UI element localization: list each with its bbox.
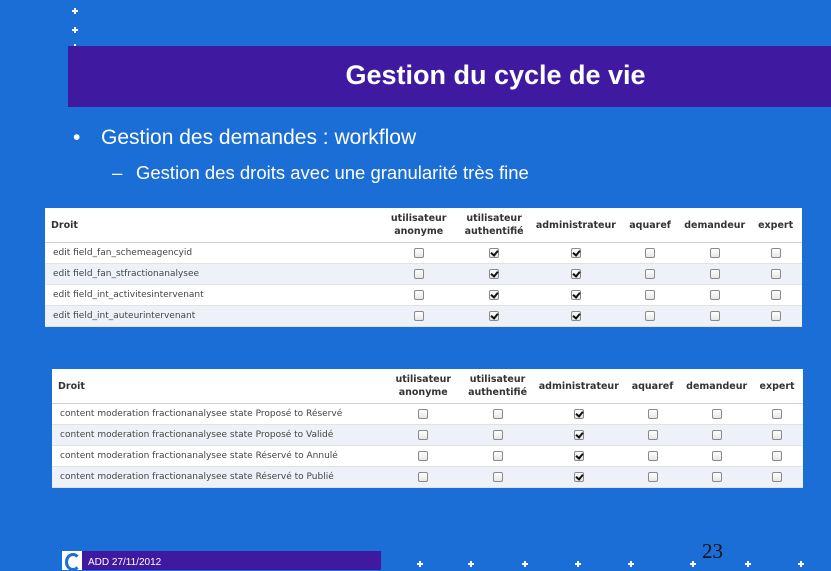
permission-checkbox[interactable] bbox=[574, 430, 584, 440]
permission-cell bbox=[749, 243, 802, 264]
column-header-role: utilisateur anonyme bbox=[386, 369, 460, 404]
permission-cell bbox=[386, 425, 460, 446]
permission-checkbox[interactable] bbox=[772, 451, 782, 461]
decorative-star-icon bbox=[745, 561, 751, 567]
permission-checkbox[interactable] bbox=[414, 290, 424, 300]
permission-cell bbox=[386, 446, 460, 467]
permission-cell bbox=[381, 285, 456, 306]
table-row bbox=[45, 306, 802, 327]
organization-logo-icon bbox=[62, 551, 82, 570]
permission-checkbox[interactable] bbox=[493, 472, 503, 482]
permission-checkbox[interactable] bbox=[771, 290, 781, 300]
permission-checkbox[interactable] bbox=[648, 451, 658, 461]
permission-checkbox[interactable] bbox=[772, 430, 782, 440]
permission-checkbox[interactable] bbox=[712, 430, 722, 440]
permission-checkbox[interactable] bbox=[645, 269, 655, 279]
permission-cell bbox=[682, 467, 751, 488]
bullet-marker: • bbox=[73, 126, 81, 149]
permission-checkbox[interactable] bbox=[493, 451, 503, 461]
page-number: 23 bbox=[702, 539, 723, 563]
permission-checkbox[interactable] bbox=[574, 472, 584, 482]
permission-cell bbox=[381, 243, 456, 264]
permission-checkbox[interactable] bbox=[710, 248, 720, 258]
column-header-role: demandeur bbox=[680, 208, 749, 243]
permission-checkbox[interactable] bbox=[489, 290, 499, 300]
permission-checkbox[interactable] bbox=[418, 430, 428, 440]
bullet-level1 bbox=[73, 126, 416, 150]
permission-checkbox[interactable] bbox=[710, 290, 720, 300]
permission-cell bbox=[386, 404, 460, 425]
table-row bbox=[45, 264, 802, 285]
table-row bbox=[52, 425, 803, 446]
permissions-table-moderation bbox=[52, 369, 803, 488]
decorative-star-icon bbox=[522, 561, 528, 567]
permission-cell bbox=[456, 264, 531, 285]
decorative-star-icon bbox=[72, 27, 78, 33]
column-header-role: utilisateur authentifié bbox=[456, 208, 531, 243]
permission-cell bbox=[460, 467, 534, 488]
permission-cell bbox=[532, 243, 620, 264]
permission-label: content moderation fractionanalysee state Réservé to Publié bbox=[52, 467, 386, 488]
permission-checkbox[interactable] bbox=[571, 290, 581, 300]
permission-cell bbox=[460, 404, 534, 425]
permission-cell bbox=[535, 446, 623, 467]
permission-cell bbox=[532, 285, 620, 306]
table-row bbox=[52, 467, 803, 488]
permission-checkbox[interactable] bbox=[418, 451, 428, 461]
permission-checkbox[interactable] bbox=[648, 472, 658, 482]
decorative-star-icon bbox=[690, 561, 696, 567]
table-row bbox=[52, 446, 803, 467]
permission-checkbox[interactable] bbox=[571, 311, 581, 321]
permission-checkbox[interactable] bbox=[712, 409, 722, 419]
permission-cell bbox=[680, 243, 749, 264]
permission-label: content moderation fractionanalysee state Réservé to Annulé bbox=[52, 446, 386, 467]
permission-cell bbox=[751, 446, 803, 467]
permission-checkbox[interactable] bbox=[645, 311, 655, 321]
column-header-role: administrateur bbox=[532, 208, 620, 243]
column-header-role: administrateur bbox=[535, 369, 623, 404]
bullet-level2-text: Gestion des droits avec une granularité très fine bbox=[136, 162, 529, 183]
permission-cell bbox=[751, 404, 803, 425]
permission-checkbox[interactable] bbox=[489, 269, 499, 279]
permission-cell bbox=[680, 285, 749, 306]
permission-label: edit field_fan_stfractionanalysee bbox=[45, 264, 381, 285]
permission-cell bbox=[456, 306, 531, 327]
permission-checkbox[interactable] bbox=[571, 269, 581, 279]
permission-checkbox[interactable] bbox=[418, 472, 428, 482]
column-header-role: aquaref bbox=[620, 208, 680, 243]
column-header-droit: Droit bbox=[52, 369, 386, 404]
permission-label: edit field_int_auteurintervenant bbox=[45, 306, 381, 327]
permission-cell bbox=[680, 264, 749, 285]
table-row bbox=[52, 404, 803, 425]
permission-checkbox[interactable] bbox=[414, 248, 424, 258]
permission-cell bbox=[751, 467, 803, 488]
table-header-row bbox=[52, 369, 803, 404]
column-header-role: expert bbox=[751, 369, 803, 404]
table-header-row bbox=[45, 208, 802, 243]
permission-label: content moderation fractionanalysee state Proposé to Validé bbox=[52, 425, 386, 446]
permission-checkbox[interactable] bbox=[771, 269, 781, 279]
permission-cell bbox=[751, 425, 803, 446]
permission-cell bbox=[535, 404, 623, 425]
slide-title: Gestion du cycle de vie bbox=[345, 60, 646, 90]
permission-cell bbox=[749, 264, 802, 285]
permission-checkbox[interactable] bbox=[712, 451, 722, 461]
permission-label: content moderation fractionanalysee state Proposé to Réservé bbox=[52, 404, 386, 425]
permission-cell bbox=[532, 306, 620, 327]
permission-checkbox[interactable] bbox=[772, 409, 782, 419]
permission-checkbox[interactable] bbox=[772, 472, 782, 482]
decorative-star-icon bbox=[628, 561, 634, 567]
permission-cell bbox=[623, 404, 682, 425]
decorative-star-icon bbox=[417, 561, 423, 567]
bullet-marker: – bbox=[112, 162, 123, 183]
permission-checkbox[interactable] bbox=[414, 269, 424, 279]
permission-checkbox[interactable] bbox=[645, 248, 655, 258]
permission-cell bbox=[535, 425, 623, 446]
table-row bbox=[45, 243, 802, 264]
permission-cell bbox=[386, 467, 460, 488]
permission-checkbox[interactable] bbox=[414, 311, 424, 321]
decorative-star-icon bbox=[575, 561, 581, 567]
permission-cell bbox=[682, 446, 751, 467]
permission-checkbox[interactable] bbox=[493, 409, 503, 419]
column-header-role: utilisateur anonyme bbox=[381, 208, 456, 243]
column-header-droit: Droit bbox=[45, 208, 381, 243]
permission-cell bbox=[620, 264, 680, 285]
permission-cell bbox=[535, 467, 623, 488]
permission-cell bbox=[381, 264, 456, 285]
permission-cell bbox=[682, 404, 751, 425]
permission-cell bbox=[749, 306, 802, 327]
table-row bbox=[45, 285, 802, 306]
permission-checkbox[interactable] bbox=[493, 430, 503, 440]
decorative-star-icon bbox=[798, 561, 804, 567]
permission-cell bbox=[623, 425, 682, 446]
permission-cell bbox=[456, 243, 531, 264]
column-header-role: expert bbox=[749, 208, 802, 243]
decorative-star-icon bbox=[468, 561, 474, 567]
permission-checkbox[interactable] bbox=[645, 290, 655, 300]
decorative-star-icon bbox=[72, 8, 78, 14]
column-header-role: utilisateur authentifié bbox=[460, 369, 534, 404]
permission-cell bbox=[620, 243, 680, 264]
permission-checkbox[interactable] bbox=[771, 311, 781, 321]
footer-text: ADD 27/11/2012 bbox=[88, 557, 162, 568]
permission-cell bbox=[620, 306, 680, 327]
permissions-table-fields bbox=[45, 208, 802, 327]
permission-checkbox[interactable] bbox=[771, 248, 781, 258]
permission-cell bbox=[623, 467, 682, 488]
permission-label: edit field_fan_schemeagencyid bbox=[45, 243, 381, 264]
permission-checkbox[interactable] bbox=[574, 451, 584, 461]
permission-cell bbox=[460, 446, 534, 467]
permission-cell bbox=[456, 285, 531, 306]
permission-cell bbox=[460, 425, 534, 446]
permission-cell bbox=[620, 285, 680, 306]
permission-cell bbox=[682, 425, 751, 446]
permission-checkbox[interactable] bbox=[648, 430, 658, 440]
permission-checkbox[interactable] bbox=[418, 409, 428, 419]
permission-checkbox[interactable] bbox=[489, 248, 499, 258]
permission-label: edit field_int_activitesintervenant bbox=[45, 285, 381, 306]
permission-checkbox[interactable] bbox=[489, 311, 499, 321]
permission-checkbox[interactable] bbox=[648, 409, 658, 419]
permission-cell bbox=[532, 264, 620, 285]
column-header-role: demandeur bbox=[682, 369, 751, 404]
permission-cell bbox=[381, 306, 456, 327]
permission-checkbox[interactable] bbox=[710, 311, 720, 321]
permission-checkbox[interactable] bbox=[574, 409, 584, 419]
title-bar bbox=[68, 46, 831, 107]
permission-checkbox[interactable] bbox=[710, 269, 720, 279]
permission-cell bbox=[623, 446, 682, 467]
permission-checkbox[interactable] bbox=[571, 248, 581, 258]
permission-cell bbox=[680, 306, 749, 327]
bullet-level1-text: Gestion des demandes : workflow bbox=[101, 126, 417, 149]
column-header-role: aquaref bbox=[623, 369, 682, 404]
permission-checkbox[interactable] bbox=[712, 472, 722, 482]
bullet-level2 bbox=[112, 162, 529, 184]
permission-cell bbox=[749, 285, 802, 306]
